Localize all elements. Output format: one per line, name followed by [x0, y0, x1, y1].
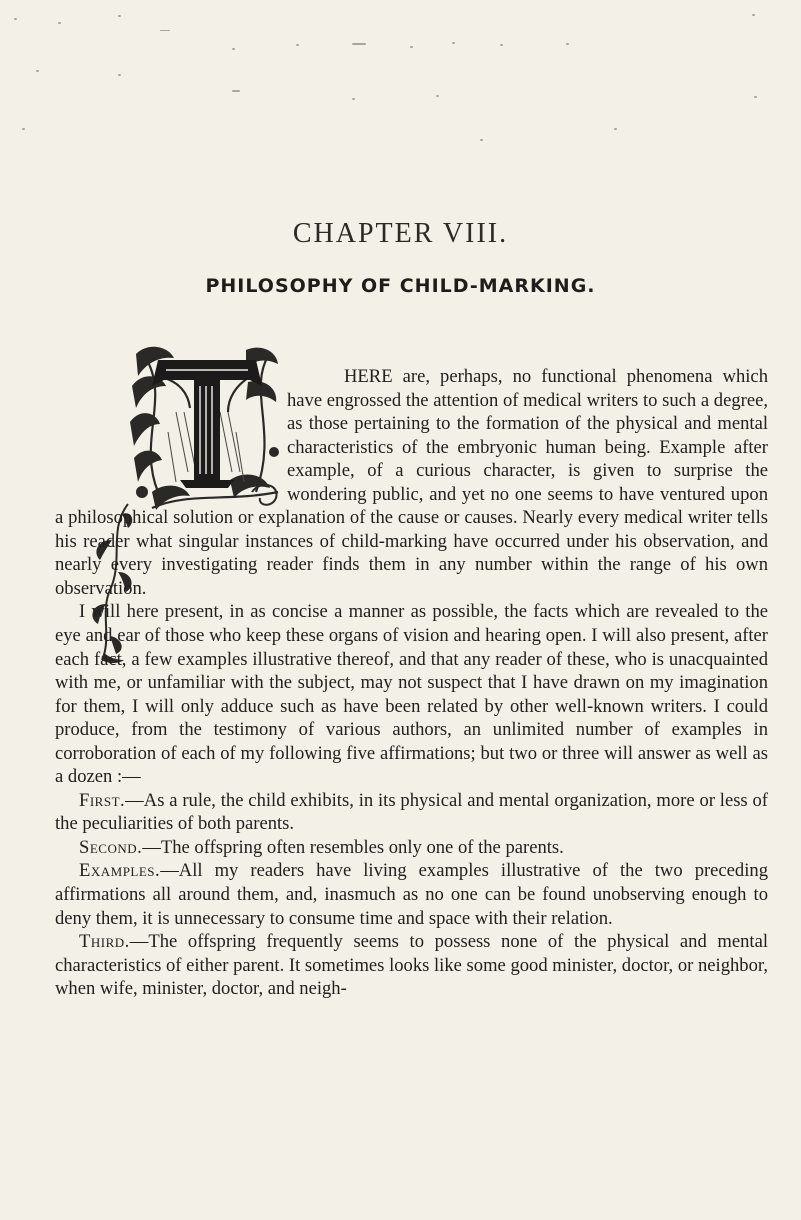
affirmation-second-text: —The offspring often resembles only one of the parents. — [142, 836, 564, 858]
page-speck — [232, 90, 240, 92]
page-speck — [410, 46, 413, 48]
page-speck — [752, 14, 755, 16]
affirmation-first-label: First. — [79, 789, 126, 811]
page-speck — [352, 43, 366, 45]
page-speck — [14, 18, 17, 20]
page-speck — [352, 98, 355, 100]
affirmation-first-text: —As a rule, the child exhibits, in its physical and mental organization, more or less of the peculiarities of both parents. — [55, 789, 768, 835]
page-speck — [118, 15, 121, 17]
chapter-heading: CHAPTER VIII. — [292, 218, 509, 249]
page-speck — [232, 48, 235, 50]
paragraph-intro-text: HERE are, perhaps, no functional phenomena which have engrossed the attention of medical writers to such a degree, as those pertaining to the formation of the physical and mental characteristics of the embryonic human being. Example after example, of a curious character, is given to surprise the wondering public, and yet no one seems to have ventured upon a philosophical solution or explanation of the cause or causes. Nearly every medical writer tells his reader what singular instances of child-marking have occurred under his observation, and nearly every investigating reader finds them in any number within the range of his own observation. — [55, 366, 768, 599]
affirmation-second — [55, 836, 768, 860]
affirmation-third — [55, 930, 768, 1001]
affirmation-first — [55, 789, 768, 836]
chapter-body — [55, 365, 768, 1001]
paragraph-facts: I will here present, in as concise a manner as possible, the facts which are revealed to the eye and ear of those who keep these organs of vision and hearing open. I will also present, after each fact, a few examples illustrative thereof, and that any reader of these, who is unacquainted with me, or unfamiliar with the subject, may not suspect that I have drawn on my imagination for them, I will only adduce such as have been related by other well-known writers. I could produce, from the testimony of various authors, an unlimited number of examples in corroboration of each of my following five affirmations; but two or three will answer as well as a dozen :— — [55, 601, 768, 788]
page-speck — [614, 128, 617, 130]
page-speck — [118, 74, 121, 76]
page-speck — [22, 128, 25, 130]
page-speck — [452, 42, 455, 44]
page-speck — [480, 139, 483, 141]
page-speck — [296, 44, 299, 46]
page-speck — [754, 96, 757, 98]
page-speck — [160, 30, 170, 31]
page-speck — [500, 44, 503, 46]
affirmation-second-label: Second. — [79, 836, 143, 858]
affirmation-third-text: —The offspring frequently seems to possess none of the physical and mental characteristics of either parent. It sometimes looks like some good minister, doctor, or neighbor, when wife, minister, doctor, and neigh- — [55, 931, 768, 1000]
dropcap-space — [55, 365, 287, 493]
page-speck — [36, 70, 39, 72]
affirmation-examples — [55, 859, 768, 930]
affirmation-examples-label: Examples. — [79, 860, 161, 882]
section-title: PHILOSOPHY OF CHILD-MARKING. — [205, 275, 596, 297]
affirmation-third-label: Third. — [79, 931, 130, 953]
affirmation-examples-text: —All my readers have living examples illustrative of the two preceding affirmations all around them, and, inasmuch as no one can be found unobserving enough to deny them, it is unnecessary to consume time and space with their relation. — [55, 860, 768, 929]
page-speck — [58, 22, 61, 24]
page-speck — [566, 43, 569, 45]
page-speck — [436, 95, 439, 97]
